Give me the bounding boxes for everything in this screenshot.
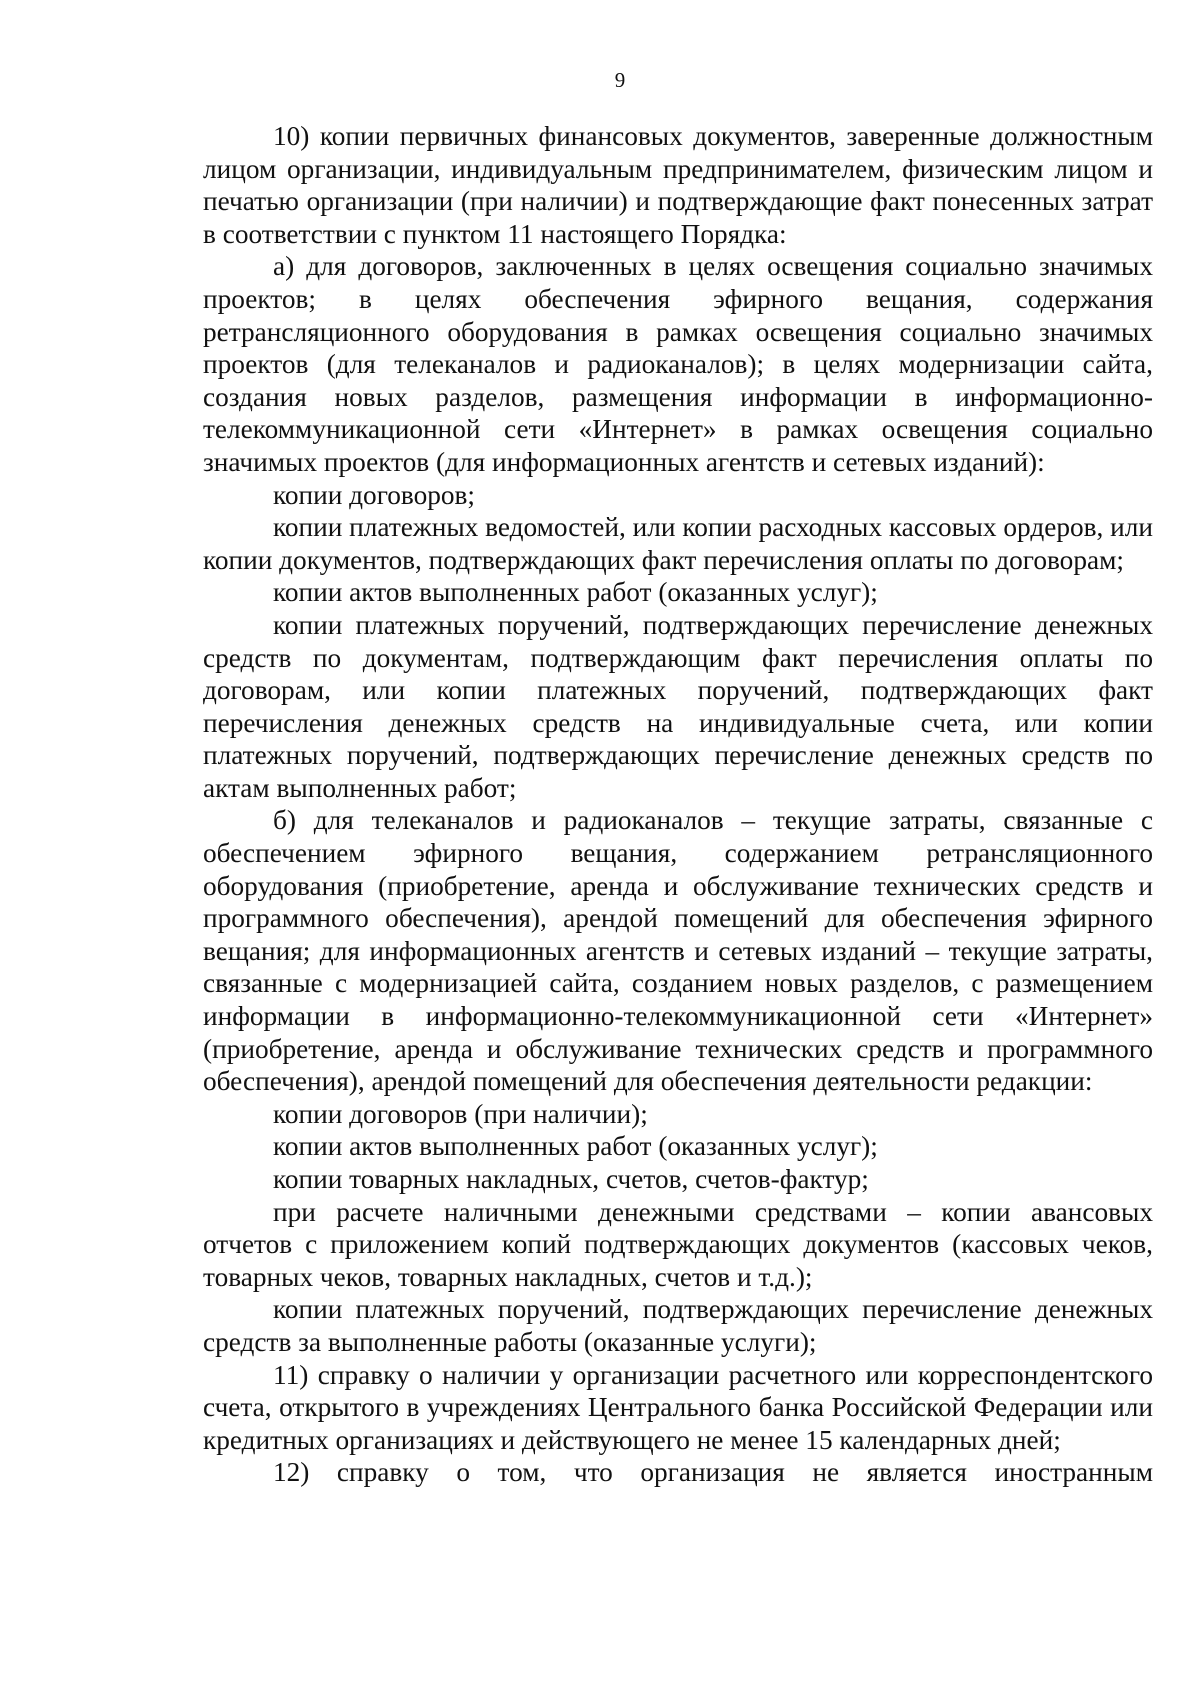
paragraph-contracts-optional: копии договоров (при наличии); bbox=[273, 1098, 648, 1129]
paragraph-item-10: 10) копии первичных финансовых документов, заверенные должностным лицом организации, индивидуальным предпринимателем, физическим лицом и печатью организации (при наличии) и подтверждающие факт понесенных затрат в соответствии с пунктом 11 настоящего Порядка: bbox=[203, 121, 1153, 249]
paragraph-payment-orders: копии платежных поручений, подтверждающих перечисление денежных средств по документам, подтверждающим факт перечисления оплаты по договорам, или копии платежных поручений, подтверждающих факт перечисления денежных средств на индивидуальные счета, или копии платежных поручений, подтверждающих перечисление денежных средств по актам выполненных работ; bbox=[203, 609, 1153, 803]
paragraph-item-11: 11) справку о наличии у организации расчетного или корреспондентского счета, открытого в учреждениях Центрального банка Российской Федерации или кредитных организациях и действующего не менее 15 календарных дней; bbox=[203, 1359, 1153, 1455]
paragraph-subitem-b: б) для телеканалов и радиоканалов – текущие затраты, связанные с обеспечением эфирного вещания, содержанием ретрансляционного оборудования (приобретение, аренда и обслуживание технических средств и программного обеспечения), арендой помещений для обеспечения эфирного вещания; для информационных агентств и сетевых изданий – текущие затраты, связанные с модернизацией сайта, созданием новых разделов, с размещением информации в информационно-телекоммуникационной сети «Интернет» (приобретение, аренда и обслуживание технических средств и программного обеспечения), арендой помещений для обеспечения деятельности редакции: bbox=[203, 805, 1153, 1097]
paragraph-acts-copies-b: копии актов выполненных работ (оказанных услуг); bbox=[273, 1131, 878, 1162]
document-body bbox=[203, 120, 1153, 1489]
paragraph-cash-reports: при расчете наличными денежными средствами – копии авансовых отчетов с приложением копий подтверждающих документов (кассовых чеков, товарных чеков, товарных накладных, счетов и т.д.); bbox=[203, 1196, 1153, 1292]
page-number: 9 bbox=[614, 68, 626, 92]
paragraph-item-12: 12) справку о том, что организация не является иностранным bbox=[273, 1457, 1153, 1488]
paragraph-subitem-a: а) для договоров, заключенных в целях освещения социально значимых проектов; в целях обеспечения эфирного вещания, содержания ретрансляционного оборудования в рамках освещения социально значимых проектов (для телеканалов и радиоканалов); в целях модернизации сайта, создания новых разделов, размещения информации в информационно-телекоммуникационной сети «Интернет» в рамках освещения социально значимых проектов (для информационных агентств и сетевых изданий): bbox=[203, 251, 1153, 477]
paragraph-payment-orders-b: копии платежных поручений, подтверждающих перечисление денежных средств за выполненные работы (оказанные услуги); bbox=[203, 1294, 1153, 1357]
paragraph-payment-statements: копии платежных ведомостей, или копии расходных кассовых ордеров, или копии документов, подтверждающих факт перечисления оплаты по договорам; bbox=[203, 512, 1153, 575]
paragraph-invoices: копии товарных накладных, счетов, счетов-фактур; bbox=[273, 1164, 869, 1194]
paragraph-contracts-copies: копии договоров; bbox=[273, 479, 475, 510]
paragraph-acts-copies: копии актов выполненных работ (оказанных услуг); bbox=[273, 577, 878, 608]
